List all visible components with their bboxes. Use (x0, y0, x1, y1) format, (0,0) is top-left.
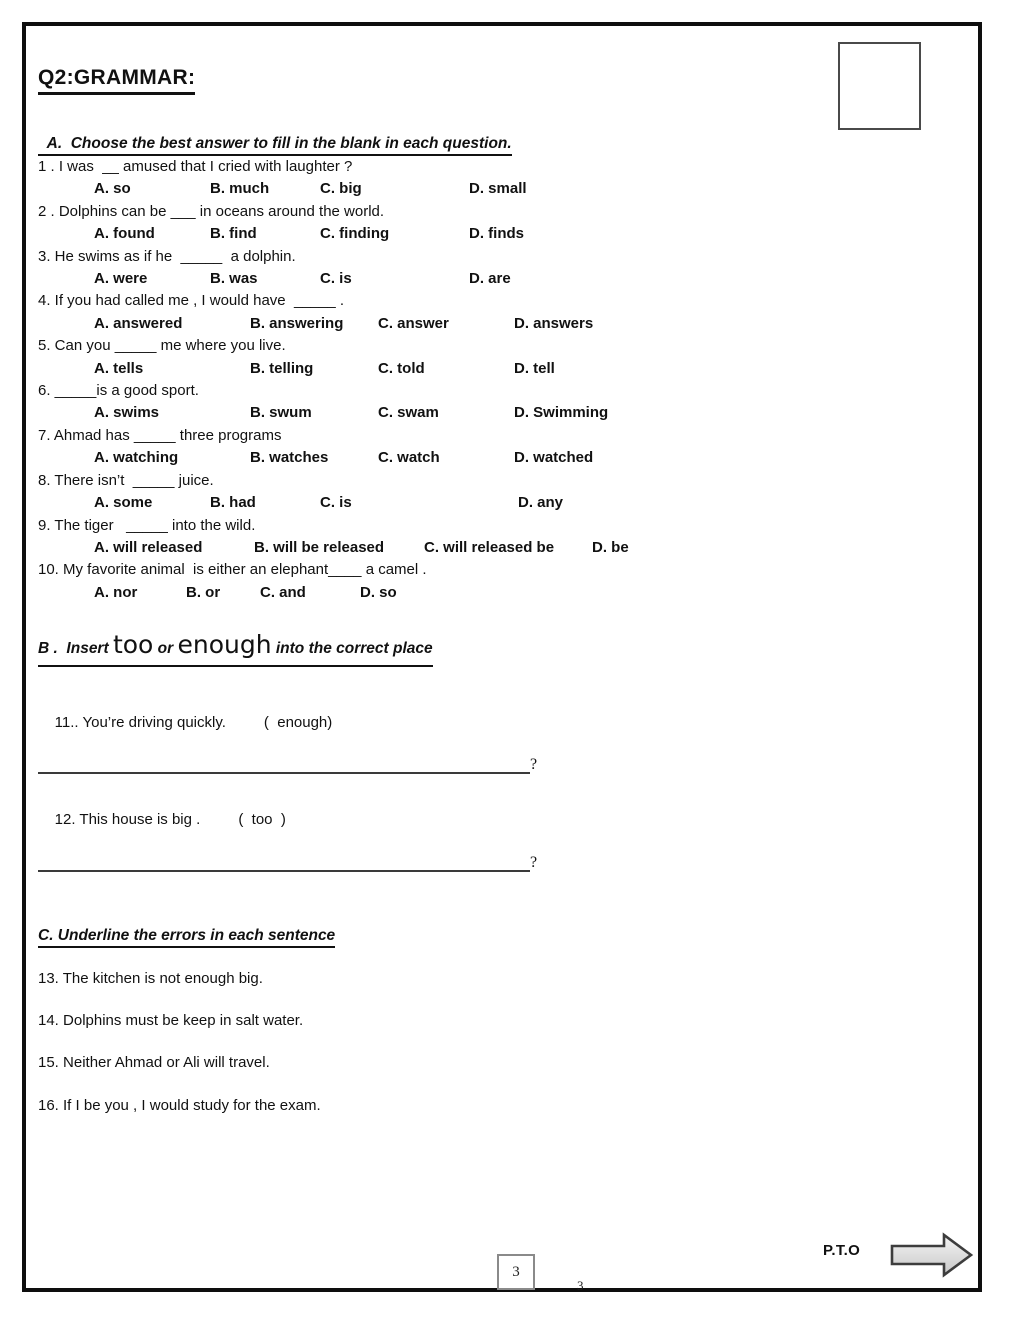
question-11-answer-line (38, 756, 966, 774)
section-a-heading: A. Choose the best answer to fill in the blank in each question. (38, 135, 512, 156)
option: C. will released be (424, 538, 555, 556)
question-7-options (38, 447, 966, 469)
option: D. Swimming (514, 404, 609, 422)
write-line (38, 756, 530, 774)
question-2-options (38, 223, 966, 245)
question-8: 8. There isn’t _____ juice. (38, 471, 214, 489)
option: A. answered (94, 314, 183, 332)
option: D. so (360, 583, 397, 601)
question-13: 13. The kitchen is not enough big. (38, 969, 263, 987)
question-14: 14. Dolphins must be keep in salt water. (38, 1011, 304, 1029)
option: D. answers (514, 314, 594, 332)
question-7: 7. Ahmad has _____ three programs (38, 426, 282, 444)
question-15: 15. Neither Ahmad or Ali will travel. (38, 1054, 270, 1072)
question-5-options (38, 358, 966, 380)
question-11 (38, 689, 966, 756)
question-12-hint: ( too ) (238, 810, 286, 828)
section-b-heading-suffix: into the correct place (271, 640, 433, 658)
option: B. swum (250, 404, 312, 422)
question-1-options (38, 178, 966, 200)
question-mark: ? (530, 756, 538, 774)
question-12-answer-line (38, 854, 966, 872)
option: A. so (94, 180, 131, 198)
section-c-heading: C. Underline the errors in each sentence (38, 927, 335, 948)
page-title: Q2:GRAMMAR: (38, 66, 195, 95)
page-number: 3 (577, 1278, 584, 1293)
option: A. tells (94, 359, 144, 377)
option: B. or (186, 583, 221, 601)
option: D. are (469, 270, 511, 288)
option: A. will released (94, 538, 203, 556)
section-b-heading-or: or (153, 640, 178, 658)
section-b-word-enough: enough (177, 630, 272, 660)
question-3: 3. He swims as if he _____ a dolphin. (38, 247, 296, 265)
option: A. nor (94, 583, 138, 601)
option: A. swims (94, 404, 160, 422)
question-6: 6. _____is a good sport. (38, 382, 199, 400)
option: D. tell (514, 359, 555, 377)
question-1: 1 . I was __ amused that I cried with laughter ? (38, 158, 353, 175)
pto-arrow-icon (889, 1231, 975, 1279)
question-4: 4. If you had called me , I would have _____ . (38, 292, 345, 310)
question-3-options (38, 268, 966, 290)
write-line (38, 854, 530, 872)
option: D. small (469, 180, 527, 198)
question-11-text: 11.. You’re driving quickly. (54, 713, 226, 731)
page-border-frame (22, 22, 982, 1292)
option: A. some (94, 494, 153, 512)
option: B. was (210, 270, 258, 288)
question-9-options (38, 537, 966, 559)
question-2: 2 . Dolphins can be ___ in oceans around the world. (38, 202, 385, 220)
option: C. answer (378, 314, 449, 332)
section-b-heading (38, 630, 433, 667)
option: B. had (210, 494, 256, 512)
option: A. were (94, 270, 148, 288)
question-8-options (38, 492, 966, 514)
option: D. any (518, 494, 564, 512)
question-mark: ? (530, 853, 538, 871)
option: C. is (320, 270, 352, 288)
option: B. will be released (254, 538, 385, 556)
option: A. found (94, 225, 155, 243)
option: C. and (260, 583, 306, 601)
option: D. finds (469, 225, 524, 243)
page-number-box: 3 (497, 1254, 535, 1290)
option: D. watched (514, 449, 594, 467)
question-12-text: 12. This house is big . (54, 810, 201, 828)
score-box (838, 42, 921, 130)
section-b-word-too: too (112, 630, 154, 660)
question-10: 10. My favorite animal is either an elephant____ a camel . (38, 561, 427, 579)
option: B. much (210, 180, 270, 198)
section-b-heading-prefix: B . Insert (38, 640, 113, 658)
option: C. big (320, 180, 362, 198)
question-9: 9. The tiger _____ into the wild. (38, 516, 256, 534)
option: C. is (320, 494, 352, 512)
question-10-options (38, 582, 966, 604)
question-16: 16. If I be you , I would study for the exam. (38, 1096, 321, 1114)
question-4-options (38, 313, 966, 335)
option: D. be (592, 538, 629, 556)
option: C. watch (378, 449, 440, 467)
option: B. watches (250, 449, 329, 467)
question-12 (38, 786, 966, 853)
pto-label: P.T.O (823, 1242, 861, 1259)
question-6-options (38, 402, 966, 424)
option: B. telling (250, 359, 314, 377)
option: C. told (378, 359, 425, 377)
question-5: 5. Can you _____ me where you live. (38, 337, 286, 355)
option: A. watching (94, 449, 179, 467)
question-11-hint: ( enough) (263, 713, 333, 731)
option: B. find (210, 225, 257, 243)
option: C. finding (320, 225, 390, 243)
option: B. answering (250, 314, 344, 332)
option: C. swam (378, 404, 439, 422)
